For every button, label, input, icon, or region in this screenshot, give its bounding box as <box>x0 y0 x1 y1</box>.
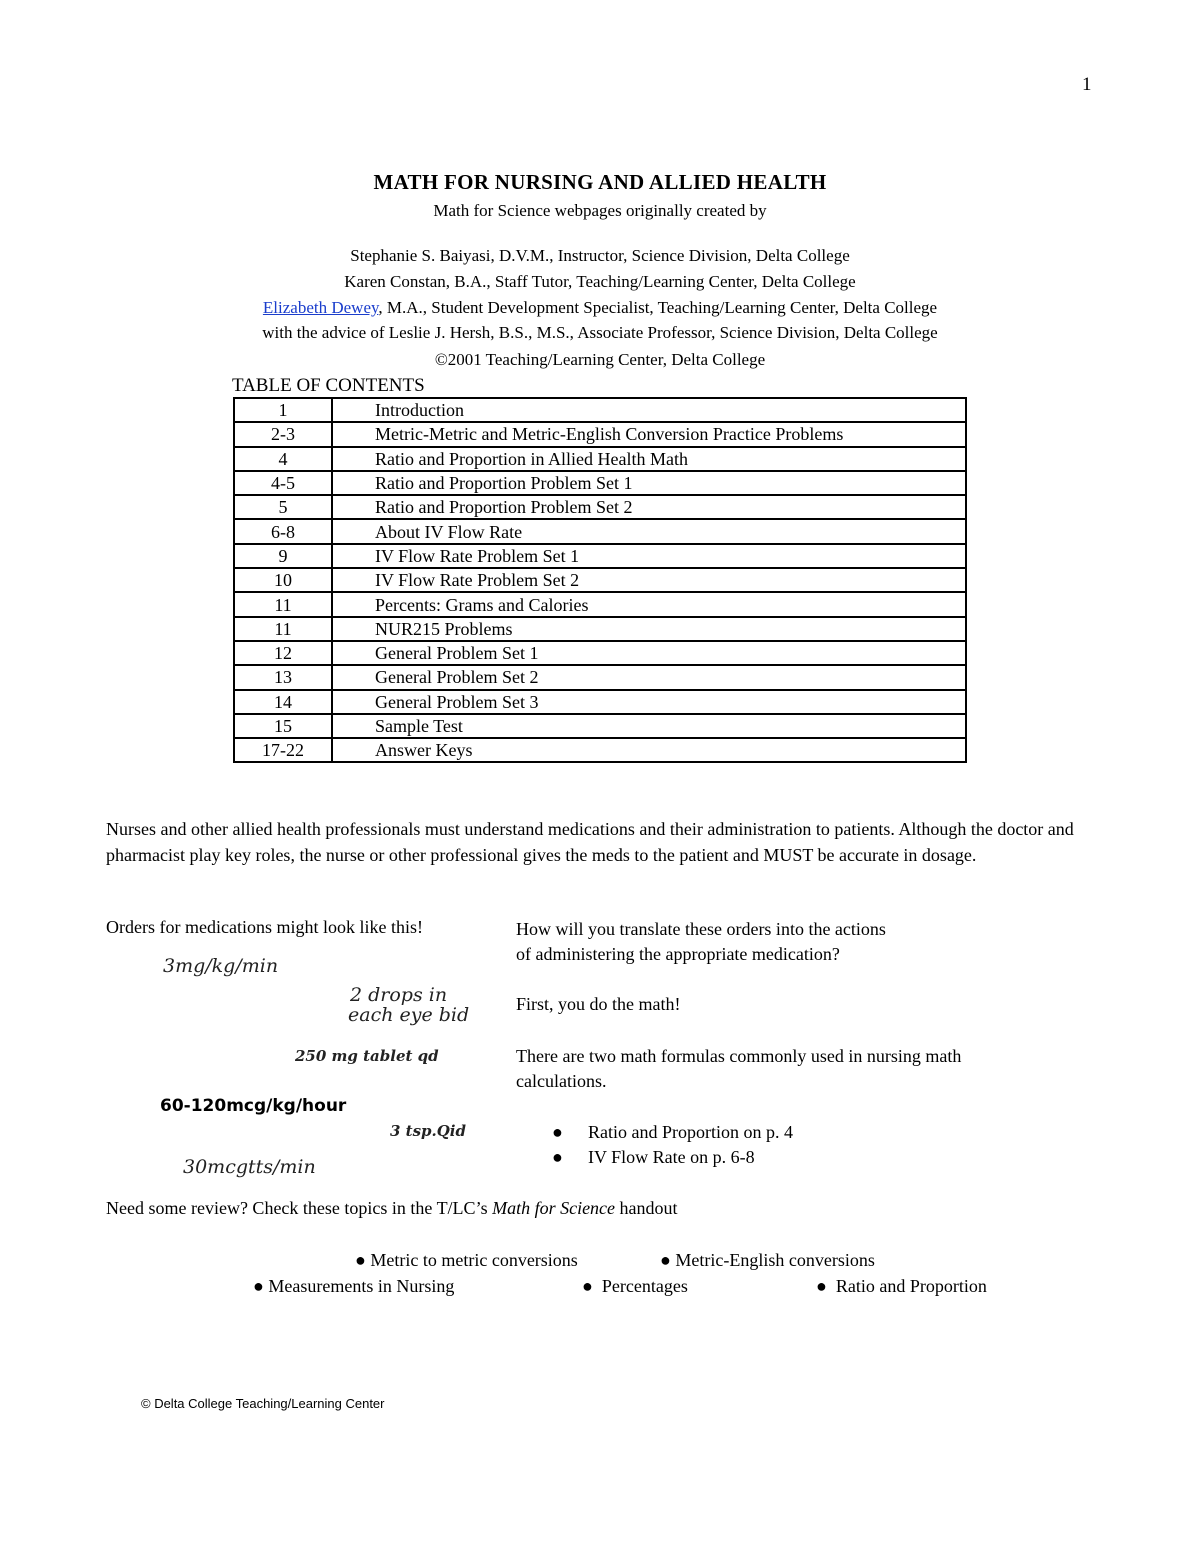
order-sample-1: 3mg/kg/min <box>163 955 279 977</box>
table-of-contents <box>233 397 967 763</box>
formula-list <box>552 1120 793 1170</box>
orders-lead: Orders for medications might look like this! <box>106 917 423 937</box>
toc-page-number: 2-3 <box>234 422 332 446</box>
toc-topic: Percents: Grams and Calories <box>332 592 966 616</box>
toc-row <box>234 665 966 689</box>
toc-row <box>234 641 966 665</box>
credit-line-1: Stephanie S. Baiyasi, D.V.M., Instructor, Science Division, Delta College <box>350 246 850 265</box>
order-sample-4: 60-120mcg/kg/hour <box>160 1096 347 1116</box>
review-topic-label: Percentages <box>601 1276 688 1296</box>
toc-topic: Ratio and Proportion in Allied Health Math <box>332 447 966 471</box>
toc-row <box>234 398 966 422</box>
toc-topic: Answer Keys <box>332 738 966 762</box>
review-topic-label: Measurements in Nursing <box>268 1276 455 1296</box>
review-topic <box>253 1276 454 1297</box>
toc-topic: Introduction <box>332 398 966 422</box>
formula-item-label: IV Flow Rate on p. 6-8 <box>588 1147 755 1167</box>
order-sample-2b: each eye bid <box>348 1004 470 1026</box>
formulas-line-2: calculations. <box>516 1071 607 1091</box>
order-sample-5: 3 tsp.Qid <box>390 1122 466 1140</box>
toc-topic: IV Flow Rate Problem Set 1 <box>332 544 966 568</box>
do-the-math: First, you do the math! <box>516 994 681 1014</box>
formula-item <box>552 1120 793 1145</box>
bullet-icon: ● <box>355 1250 366 1270</box>
review-topic-label: Ratio and Proportion <box>835 1276 987 1296</box>
toc-page-number: 9 <box>234 544 332 568</box>
toc-page-number: 5 <box>234 495 332 519</box>
formulas-line-1: There are two math formulas commonly used in nursing math <box>516 1046 962 1066</box>
toc-topic: About IV Flow Rate <box>332 519 966 543</box>
toc-row <box>234 544 966 568</box>
copyright-line: ©2001 Teaching/Learning Center, Delta College <box>434 350 766 369</box>
toc-topic: IV Flow Rate Problem Set 2 <box>332 568 966 592</box>
toc-row <box>234 738 966 762</box>
toc-topic: General Problem Set 1 <box>332 641 966 665</box>
toc-page-number: 15 <box>234 714 332 738</box>
document-title: MATH FOR NURSING AND ALLIED HEALTH <box>373 170 827 194</box>
bullet-icon: ● <box>816 1276 827 1296</box>
formula-item <box>552 1145 793 1170</box>
review-suffix: handout <box>615 1198 678 1218</box>
review-line <box>106 1198 678 1219</box>
review-topic-label: Metric to metric conversions <box>370 1250 578 1270</box>
toc-row <box>234 568 966 592</box>
bullet-icon: ● <box>552 1147 563 1167</box>
review-topic <box>816 1276 987 1297</box>
bullet-icon: ● <box>253 1276 264 1296</box>
order-sample-3: 250 mg tablet qd <box>295 1047 439 1065</box>
footer-copyright: © Delta College Teaching/Learning Center <box>141 1396 385 1411</box>
toc-row <box>234 592 966 616</box>
author-link[interactable]: Elizabeth Dewey <box>262 298 379 317</box>
toc-heading: TABLE OF CONTENTS <box>232 375 425 396</box>
toc-row <box>234 422 966 446</box>
bullet-icon: ● <box>582 1276 593 1296</box>
toc-row <box>234 617 966 641</box>
toc-topic: Metric-Metric and Metric-English Conversion Practice Problems <box>332 422 966 446</box>
credit-line-3 <box>0 298 1200 318</box>
review-handout-title: Math for Science <box>492 1198 616 1218</box>
document-subtitle: Math for Science webpages originally created by <box>433 201 767 220</box>
toc-page-number: 4-5 <box>234 471 332 495</box>
toc-page-number: 14 <box>234 690 332 714</box>
toc-topic: Ratio and Proportion Problem Set 2 <box>332 495 966 519</box>
toc-page-number: 11 <box>234 617 332 641</box>
review-topic <box>355 1250 578 1271</box>
toc-topic: Ratio and Proportion Problem Set 1 <box>332 471 966 495</box>
toc-page-number: 13 <box>234 665 332 689</box>
toc-page-number: 11 <box>234 592 332 616</box>
toc-topic: General Problem Set 2 <box>332 665 966 689</box>
toc-page-number: 4 <box>234 447 332 471</box>
review-topic <box>582 1276 688 1297</box>
formula-item-label: Ratio and Proportion on p. 4 <box>588 1122 793 1142</box>
toc-page-number: 17-22 <box>234 738 332 762</box>
toc-page-number: 6-8 <box>234 519 332 543</box>
order-sample-2: 2 drops in <box>350 984 448 1006</box>
bullet-icon: ● <box>660 1250 671 1270</box>
question-line-2: of administering the appropriate medication? <box>516 944 840 964</box>
review-topic-label: Metric-English conversions <box>675 1250 875 1270</box>
page-number: 1 <box>1082 74 1092 95</box>
credit-line-2: Karen Constan, B.A., Staff Tutor, Teaching/Learning Center, Delta College <box>344 272 856 291</box>
intro-paragraph: Nurses and other allied health professionals must understand medications and their administration to patients. Although the doctor and pharmacist play key roles, the nurse or other professional gives the meds to the patient and MUST be accurate in dosage. <box>106 819 1074 865</box>
toc-row <box>234 690 966 714</box>
toc-page-number: 10 <box>234 568 332 592</box>
toc-row <box>234 471 966 495</box>
toc-topic: General Problem Set 3 <box>332 690 966 714</box>
toc-page-number: 1 <box>234 398 332 422</box>
review-prefix: Need some review? Check these topics in the T/LC’s <box>106 1198 493 1218</box>
toc-row <box>234 519 966 543</box>
review-topic <box>660 1250 875 1271</box>
question-line-1: How will you translate these orders into the actions <box>516 919 886 939</box>
credit-line-3-rest: , M.A., Student Development Specialist, Teaching/Learning Center, Delta College <box>378 298 938 317</box>
credit-line-4: with the advice of Leslie J. Hersh, B.S., M.S., Associate Professor, Science Division, Delta College <box>262 323 938 342</box>
bullet-icon: ● <box>552 1122 563 1142</box>
toc-row <box>234 714 966 738</box>
toc-topic: Sample Test <box>332 714 966 738</box>
toc-page-number: 12 <box>234 641 332 665</box>
toc-topic: NUR215 Problems <box>332 617 966 641</box>
order-sample-6: 30mcgtts/min <box>183 1156 316 1178</box>
toc-row <box>234 447 966 471</box>
toc-row <box>234 495 966 519</box>
